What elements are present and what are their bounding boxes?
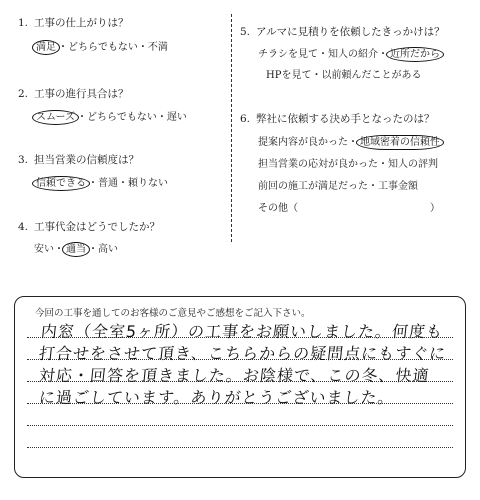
comment-line	[27, 447, 453, 448]
question-4-text: 工事代金はどうでしたか？	[34, 221, 160, 233]
question-1	[18, 17, 129, 30]
comment-handwriting-line-1: 内窓（全室5ヶ所）の工事をお願いしました。何度も	[39, 322, 445, 341]
question-1-text: 工事の仕上がりは？	[34, 17, 129, 29]
question-4-option-rest[interactable]: ・高い	[88, 244, 118, 255]
comment-handwriting-line-2: 打合せをさせて頂き、こちらからの疑問点にもすぐに	[37, 344, 448, 363]
question-6-options-line-3	[258, 180, 418, 193]
question-2-text: 工事の進行具合は？	[34, 88, 129, 100]
question-3-options	[34, 177, 168, 190]
question-1-options	[34, 41, 168, 54]
question-5-option-selected[interactable]: 近所だから	[386, 47, 444, 62]
question-3-number: 3.	[18, 154, 29, 166]
question-1-option-rest[interactable]: ・どちらでもない・不満	[58, 42, 168, 53]
question-2-number: 2.	[18, 88, 29, 100]
column-divider	[231, 14, 232, 242]
question-2	[18, 88, 129, 101]
comment-handwriting-line-3: 対応・回答を頂きました。お陰様で、この冬、快適	[37, 366, 431, 385]
question-6-text: 弊社に依頼する決め手となったのは？	[256, 113, 435, 125]
question-6-option-proposal[interactable]: 提案内容が良かった	[258, 137, 348, 148]
question-5-options-line-1	[258, 48, 442, 61]
comment-box	[14, 296, 466, 478]
question-5-text: アルマに見積りを依頼したきっかけは？	[256, 26, 445, 38]
question-2-option-rest[interactable]: ・どちらでもない・遅い	[77, 112, 187, 123]
question-3-option-rest[interactable]: ・普通・頼りない	[88, 178, 168, 189]
question-6-other-close: ）	[430, 203, 440, 214]
question-2-option-selected[interactable]: スムーズ	[32, 110, 79, 125]
question-6-options-line-2	[258, 158, 438, 171]
question-1-number: 1.	[18, 17, 29, 29]
question-5-option-line-1[interactable]: チラシを見て・知人の紹介・	[258, 49, 388, 60]
question-6-option-selected[interactable]: 地域密着の信頼性	[356, 135, 444, 150]
question-6-option-other[interactable]: その他（	[258, 203, 298, 214]
question-2-options	[34, 111, 187, 124]
question-1-option-selected[interactable]: 満足	[32, 40, 60, 55]
question-6	[240, 113, 435, 126]
question-3-text: 担当営業の信頼度は？	[34, 154, 139, 166]
question-4-option-cheap[interactable]: 安い・	[34, 244, 64, 255]
comment-line	[27, 425, 453, 426]
question-4	[18, 221, 160, 234]
question-3-option-selected[interactable]: 信頼できる	[32, 176, 90, 191]
question-4-option-selected[interactable]: 適当	[62, 242, 90, 257]
question-3	[18, 154, 139, 167]
comment-handwriting-line-4: に過ごしています。ありがとうございました。	[37, 388, 396, 407]
question-4-number: 4.	[18, 221, 29, 233]
question-6-options-line-4	[258, 202, 440, 215]
question-6-options-line-1: 提案内容が良かった・ 地域密着の信頼性	[258, 136, 442, 149]
question-5-number: 5.	[240, 26, 251, 38]
question-5-options-line-2	[266, 69, 421, 82]
question-6-option-line-2[interactable]: 担当営業の応対が良かった・知人の評判	[258, 159, 438, 170]
question-6-option-line-3[interactable]: 前回の施工が満足だった・工事金額	[258, 181, 418, 192]
comment-title: 今回の工事を通してのお客様のご意見やご感想をご記入下さい。	[35, 308, 311, 319]
question-5	[240, 26, 445, 39]
question-5-option-line-2[interactable]: HPを見て・以前頼んだことがある	[266, 70, 422, 81]
question-4-options	[34, 243, 118, 256]
question-6-number: 6.	[240, 113, 251, 125]
